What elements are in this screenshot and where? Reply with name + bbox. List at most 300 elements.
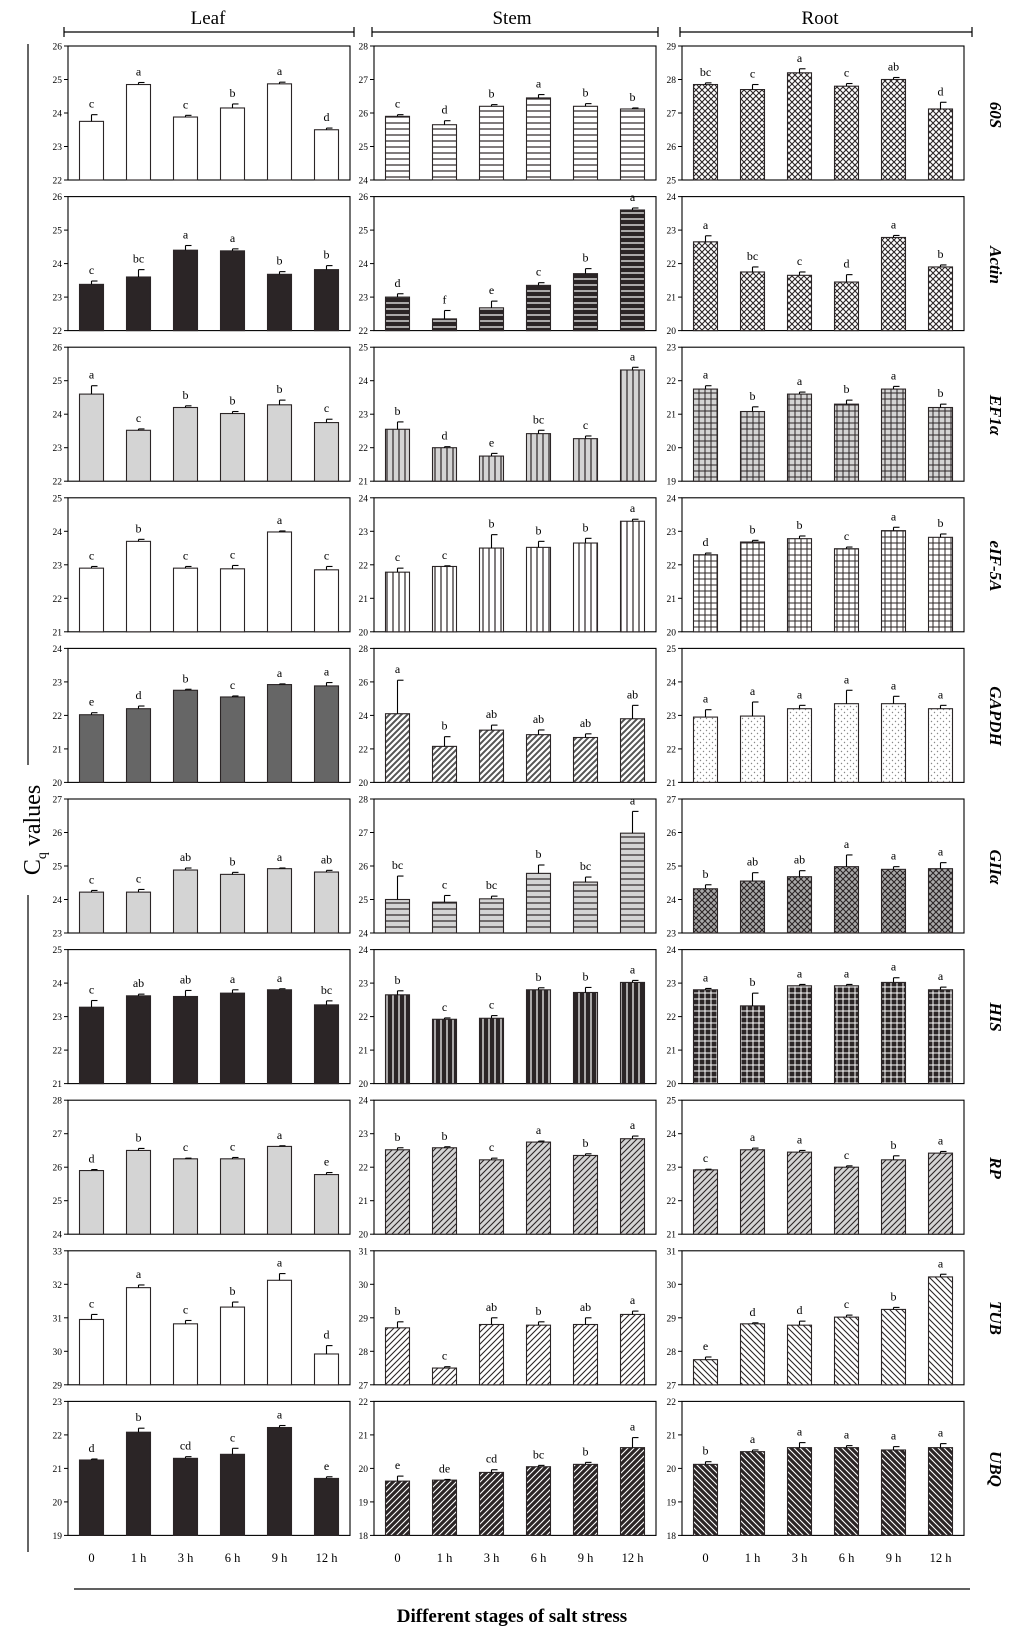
y-tick-label: 21: [666, 594, 676, 605]
bar: [127, 892, 151, 933]
bar: [527, 873, 551, 933]
panel-frame: [374, 799, 656, 933]
panel-leaf-7: [53, 1097, 351, 1241]
y-tick-label: 24: [666, 1130, 676, 1141]
y-tick-label: 22: [666, 745, 676, 756]
bar: [386, 429, 410, 481]
y-tick-label: 22: [52, 1431, 62, 1442]
significance-letter: b: [582, 520, 589, 535]
panel-root-4: [667, 645, 965, 789]
significance-letter: a: [890, 1428, 897, 1443]
bar: [574, 1325, 598, 1385]
significance-letter: c: [229, 1139, 236, 1154]
panel-frame: [374, 1251, 656, 1385]
significance-letter: a: [843, 1427, 850, 1442]
significance-letter: bc: [699, 64, 712, 79]
y-tick-label: 18: [358, 1531, 368, 1542]
bar: [788, 394, 812, 481]
significance-letter: a: [937, 844, 944, 859]
significance-letter: c: [229, 677, 236, 692]
significance-letter: c: [182, 1302, 189, 1317]
y-tick-label: 24: [358, 176, 368, 187]
x-category-label: 6 h: [838, 1551, 855, 1565]
bar: [221, 108, 245, 180]
bar: [386, 1481, 410, 1535]
bar: [80, 394, 104, 481]
significance-letter: b: [229, 854, 236, 869]
bar: [80, 1319, 104, 1384]
significance-letter: a: [796, 966, 803, 981]
significance-letter: a: [629, 1293, 636, 1308]
panel-leaf-3: [53, 494, 351, 638]
significance-letter: b: [182, 387, 189, 402]
panel-frame: [682, 648, 964, 782]
y-tick-label: 23: [666, 226, 676, 237]
bar: [480, 308, 504, 331]
significance-letter: a: [629, 793, 636, 808]
significance-letter: bc: [746, 248, 759, 263]
significance-letter: b: [890, 1137, 897, 1152]
significance-letter: a: [937, 969, 944, 984]
gene-label-his: HIS: [986, 1002, 1005, 1032]
y-tick-label: 24: [358, 377, 368, 388]
significance-letter: a: [276, 512, 283, 527]
panel-stem-6: [359, 946, 657, 1090]
bar: [386, 572, 410, 632]
panel-frame: [682, 1251, 964, 1385]
y-tick-label: 22: [52, 1046, 62, 1057]
y-tick-label: 22: [666, 561, 676, 572]
bar: [127, 430, 151, 481]
y-tick-label: 22: [52, 176, 62, 187]
bar: [80, 715, 104, 783]
bar: [694, 1464, 718, 1535]
y-tick-label: 24: [52, 979, 62, 990]
bar: [788, 1325, 812, 1385]
panel-leaf-0: [53, 43, 351, 187]
y-tick-label: 22: [52, 594, 62, 605]
significance-letter: e: [488, 435, 495, 450]
significance-letter: ab: [579, 715, 592, 730]
bar: [480, 456, 504, 481]
significance-letter: a: [276, 970, 283, 985]
y-tick-label: 23: [52, 929, 62, 940]
significance-letter: ab: [626, 687, 639, 702]
significance-letter: b: [535, 1303, 542, 1318]
bar: [174, 997, 198, 1084]
x-category-label: 9 h: [577, 1551, 594, 1565]
y-tick-label: 20: [358, 1080, 368, 1091]
y-tick-label: 24: [666, 896, 676, 906]
significance-letter: ab: [485, 1299, 498, 1314]
panel-leaf-8: [53, 1247, 351, 1391]
significance-letter: a: [749, 684, 756, 698]
y-tick-label: 26: [666, 143, 676, 153]
y-tick-label: 26: [358, 109, 368, 120]
panel-leaf-6: [53, 946, 351, 1090]
y-tick-label: 20: [666, 327, 676, 338]
y-tick-label: 20: [666, 1080, 676, 1091]
bar: [268, 405, 292, 481]
x-category-label: 9 h: [271, 1551, 288, 1565]
significance-letter: c: [323, 401, 330, 416]
panel-root-1: [667, 193, 965, 337]
bar: [574, 992, 598, 1083]
significance-letter: b: [394, 1129, 401, 1144]
column-header-stem: Stem: [492, 8, 532, 29]
panel-frame: [374, 498, 656, 632]
bar: [788, 986, 812, 1084]
bar: [882, 704, 906, 783]
y-tick-label: 23: [666, 1163, 676, 1174]
bar: [315, 872, 339, 933]
y-tick-label: 29: [52, 1381, 62, 1392]
y-tick-label: 21: [358, 477, 368, 488]
panel-root-7: [667, 1097, 965, 1241]
significance-letter: a: [702, 367, 709, 382]
bar: [80, 892, 104, 933]
bar: [433, 902, 457, 933]
significance-letter: c: [182, 548, 189, 563]
bar: [741, 1452, 765, 1536]
y-tick-label: 28: [666, 1347, 676, 1358]
significance-letter: b: [702, 1443, 709, 1458]
y-tick-label: 21: [666, 1046, 676, 1057]
panel-frame: [374, 1401, 656, 1535]
bar: [386, 1150, 410, 1234]
significance-letter: c: [323, 548, 330, 563]
y-tick-label: 23: [358, 1130, 368, 1141]
bar: [80, 121, 104, 180]
y-tick-label: 27: [666, 1381, 676, 1392]
significance-letter: bc: [485, 878, 498, 893]
y-tick-label: 20: [666, 1464, 676, 1475]
y-tick-label: 25: [52, 494, 62, 505]
y-axis-title-main: C: [20, 859, 46, 876]
y-tick-label: 18: [666, 1531, 676, 1542]
significance-letter: a: [629, 189, 636, 204]
panel-frame: [68, 950, 350, 1084]
y-tick-label: 24: [52, 260, 62, 271]
bar: [527, 1467, 551, 1536]
significance-letter: a: [135, 64, 142, 79]
bar: [386, 900, 410, 934]
bar: [574, 738, 598, 783]
bar: [929, 709, 953, 783]
significance-letter: d: [88, 1441, 95, 1456]
bar: [480, 1018, 504, 1083]
significance-letter: a: [229, 971, 236, 986]
y-tick-label: 20: [666, 444, 676, 455]
panel-frame: [682, 46, 964, 180]
y-tick-label: 25: [666, 1096, 676, 1107]
y-tick-label: 23: [52, 293, 62, 304]
bar: [694, 717, 718, 782]
bar: [929, 408, 953, 482]
significance-letter: d: [394, 275, 401, 290]
significance-letter: bc: [532, 412, 545, 427]
y-tick-label: 25: [358, 343, 368, 354]
significance-letter: b: [394, 403, 401, 418]
panel-stem-3: [359, 494, 657, 638]
bar: [788, 877, 812, 933]
significance-letter: c: [796, 253, 803, 268]
y-tick-label: 27: [666, 109, 676, 120]
panel-stem-9: [359, 1398, 657, 1542]
panel-frame: [374, 1100, 656, 1234]
bar: [882, 982, 906, 1083]
bar: [621, 370, 645, 481]
y-tick-label: 23: [52, 143, 62, 153]
y-tick-label: 22: [666, 1013, 676, 1024]
significance-letter: c: [229, 1430, 236, 1445]
bar: [174, 690, 198, 782]
gene-label-ef1a: EF1α: [986, 394, 1005, 436]
bar: [315, 686, 339, 782]
significance-letter: ab: [132, 976, 145, 991]
bar: [741, 1006, 765, 1084]
bar: [221, 414, 245, 482]
significance-letter: b: [441, 1128, 448, 1143]
bar: [221, 1307, 245, 1385]
significance-letter: a: [796, 687, 803, 702]
bar: [127, 1288, 151, 1385]
y-tick-label: 25: [52, 226, 62, 237]
significance-letter: b: [135, 1130, 142, 1145]
significance-letter: a: [890, 678, 897, 693]
y-tick-label: 28: [666, 76, 676, 86]
y-tick-label: 22: [666, 260, 676, 271]
panels-group: [53, 43, 965, 1542]
y-tick-label: 26: [52, 829, 62, 839]
bar: [574, 1464, 598, 1535]
significance-letter: b: [582, 1444, 589, 1459]
panel-root-9: [667, 1398, 965, 1542]
panel-root-6: [667, 946, 965, 1090]
panel-frame: [68, 648, 350, 782]
y-tick-label: 20: [52, 778, 62, 789]
bar: [433, 319, 457, 331]
panel-leaf-2: [53, 344, 351, 488]
bar: [882, 80, 906, 181]
significance-letter: c: [843, 529, 850, 544]
y-tick-label: 19: [52, 1531, 62, 1542]
column-header-leaf: Leaf: [190, 8, 226, 29]
y-tick-label: 25: [52, 76, 62, 86]
significance-letter: c: [441, 877, 448, 892]
y-tick-label: 28: [358, 795, 368, 806]
y-tick-label: 25: [358, 143, 368, 153]
significance-letter: ab: [320, 852, 333, 867]
gene-label-tub: TUB: [986, 1301, 1005, 1335]
y-tick-label: 20: [358, 778, 368, 789]
panel-leaf-4: [53, 645, 351, 789]
panel-root-8: [667, 1247, 965, 1391]
bar: [480, 730, 504, 782]
y-tick-label: 28: [52, 1096, 62, 1107]
bar: [386, 297, 410, 331]
bar: [741, 542, 765, 632]
bar: [127, 541, 151, 631]
y-tick-label: 23: [52, 678, 62, 689]
bar: [621, 210, 645, 331]
bar: [574, 882, 598, 933]
bar: [527, 547, 551, 631]
bar: [882, 389, 906, 481]
y-tick-label: 19: [666, 477, 676, 488]
significance-letter: b: [937, 515, 944, 530]
y-tick-label: 33: [52, 1247, 62, 1258]
y-tick-label: 30: [52, 1347, 62, 1358]
significance-letter: bc: [532, 1447, 545, 1462]
y-tick-label: 26: [52, 193, 62, 204]
significance-letter: ab: [793, 852, 806, 867]
y-tick-label: 21: [666, 293, 676, 304]
significance-letter: a: [796, 1424, 803, 1439]
significance-letter: c: [702, 1151, 709, 1166]
significance-letter: d: [135, 688, 142, 703]
y-tick-label: 23: [666, 711, 676, 722]
significance-letter: a: [796, 1132, 803, 1147]
significance-letter: e: [394, 1458, 401, 1473]
y-tick-label: 22: [666, 377, 676, 388]
significance-letter: b: [394, 1303, 401, 1318]
x-category-label: 0: [702, 1551, 709, 1565]
bar: [480, 1160, 504, 1234]
significance-letter: cd: [485, 1451, 498, 1466]
y-tick-label: 19: [666, 1498, 676, 1509]
significance-letter: ab: [179, 972, 192, 987]
significance-letter: d: [843, 256, 850, 271]
significance-letter: a: [135, 1266, 142, 1281]
bar: [480, 106, 504, 180]
bar: [882, 1309, 906, 1384]
bar: [621, 719, 645, 783]
significance-letter: b: [135, 1410, 142, 1425]
y-tick-label: 26: [358, 193, 368, 204]
significance-letter: a: [937, 687, 944, 702]
y-tick-label: 23: [52, 561, 62, 572]
y-tick-label: 26: [358, 862, 368, 873]
significance-letter: ab: [746, 854, 759, 869]
y-tick-label: 22: [358, 561, 368, 572]
y-tick-label: 28: [358, 644, 368, 655]
bar: [835, 282, 859, 331]
bar: [527, 285, 551, 330]
y-tick-label: 31: [666, 1247, 676, 1258]
y-tick-label: 27: [358, 829, 368, 839]
x-category-label: 12 h: [315, 1551, 338, 1565]
y-tick-label: 22: [666, 1197, 676, 1208]
significance-letter: a: [890, 368, 897, 383]
significance-letter: a: [890, 509, 897, 524]
y-tick-label: 29: [666, 1314, 676, 1325]
y-tick-label: 20: [666, 628, 676, 639]
y-tick-label: 23: [666, 527, 676, 538]
bar: [835, 86, 859, 180]
bar: [315, 1005, 339, 1084]
y-tick-label: 25: [52, 946, 62, 957]
bar: [574, 106, 598, 180]
bar: [929, 869, 953, 933]
panel-root-3: [667, 494, 965, 638]
y-tick-label: 23: [666, 929, 676, 940]
y-tick-label: 25: [52, 1197, 62, 1208]
significance-letter: a: [276, 1407, 283, 1422]
bar: [174, 250, 198, 330]
bar: [574, 439, 598, 482]
panel-stem-7: [359, 1097, 657, 1241]
bar: [127, 85, 151, 180]
significance-letter: b: [749, 522, 756, 537]
bar: [621, 109, 645, 180]
bar: [221, 251, 245, 331]
bar: [174, 568, 198, 632]
bar: [174, 117, 198, 180]
panel-frame: [682, 799, 964, 933]
y-tick-label: 25: [666, 862, 676, 873]
significance-letter: b: [135, 521, 142, 536]
bar: [268, 869, 292, 933]
panel-root-5: [667, 796, 965, 940]
y-tick-label: 24: [358, 929, 368, 940]
y-tick-label: 27: [52, 795, 62, 806]
bar: [882, 1160, 906, 1234]
bar: [315, 130, 339, 180]
bar: [621, 982, 645, 1083]
y-tick-label: 23: [52, 1013, 62, 1024]
y-tick-label: 22: [52, 711, 62, 722]
bar: [835, 1317, 859, 1385]
significance-letter: a: [843, 672, 850, 687]
bar: [433, 125, 457, 180]
bar: [929, 267, 953, 331]
bar: [386, 995, 410, 1084]
significance-letter: a: [394, 662, 401, 677]
y-tick-label: 20: [358, 628, 368, 639]
bar: [80, 1460, 104, 1535]
bar: [741, 90, 765, 180]
bar: [221, 1159, 245, 1234]
bar: [433, 1148, 457, 1234]
y-tick-label: 26: [666, 829, 676, 839]
y-tick-label: 24: [666, 946, 676, 957]
significance-letter: a: [937, 1256, 944, 1271]
y-tick-label: 24: [358, 946, 368, 957]
y-tick-label: 23: [358, 527, 368, 538]
bar: [174, 1324, 198, 1385]
bar: [386, 1328, 410, 1385]
significance-letter: a: [702, 691, 709, 706]
significance-letter: ab: [532, 711, 545, 726]
significance-letter: b: [629, 89, 636, 104]
significance-letter: a: [182, 227, 189, 242]
panel-frame: [374, 46, 656, 180]
significance-letter: c: [88, 982, 95, 997]
significance-letter: e: [702, 1338, 709, 1353]
significance-letter: d: [796, 1303, 803, 1318]
significance-letter: c: [394, 550, 401, 565]
significance-letter: c: [88, 548, 95, 563]
x-category-label: 0: [88, 1551, 95, 1565]
significance-letter: d: [441, 102, 448, 117]
significance-letter: e: [88, 694, 95, 709]
y-tick-label: 26: [358, 678, 368, 689]
significance-letter: a: [702, 217, 709, 232]
bar: [741, 1150, 765, 1234]
bar: [527, 990, 551, 1084]
panel-root-0: [667, 43, 965, 187]
